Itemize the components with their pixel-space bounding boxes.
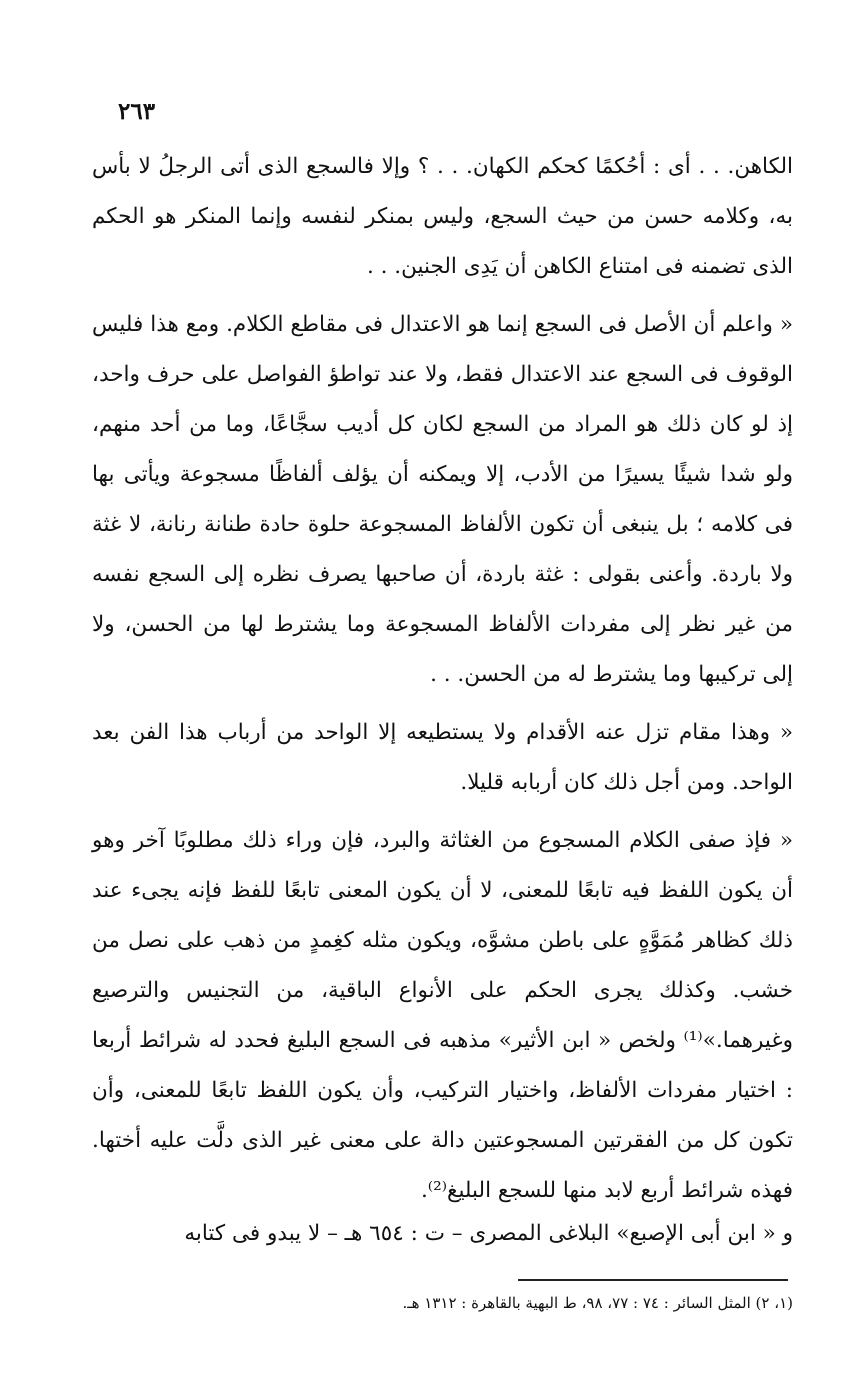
page-number: ٢٦٣ [118,98,156,125]
footnote-rule [518,1279,788,1281]
trailing-line: و « ابن أبى الإصبع» البلاغى المصرى – ت : ٦٥٤ هـ – لا يبدو فى كتابه [184,1221,793,1246]
paragraph-1: الكاهن. . . أى : أحُكمًا كحكم الكهان. . . ؟ وإلا فالسجع الذى أتى الرجلُ لا بأس به، وكلامه حسن من حيث السجع، وليس بمنكر لنفسه وإنما المنكر هو الحكم الذى تضمنه فى امتناع الكاهن أن يَدِى الجنين. . . [92,154,793,279]
body-text [92,142,793,1224]
paragraph-3: « وهذا مقام تزل عنه الأقدام ولا يستطيعه إلا الواحد من أرباب هذا الفن بعد الواحد. ومن أجل ذلك كان أربابه قليلا. [92,720,793,795]
footnote: (١، ٢) المثل السائر : ٧٤ : ٧٧، ٩٨، ط البهية بالقاهرة : ١٣١٢ هـ. [402,1294,793,1312]
paragraph-4: « فإذ صفى الكلام المسجوع من الغثاثة والبرد، فإن وراء ذلك مطلوبًا آخر وهو أن يكون اللفظ فيه تابعًا للمعنى، لا أن يكون المعنى تابعًا للفظ فإنه يجىء عند ذلك كظاهر مُمَوَّهٍ على باطن مشوَّه، ويكون مثله كغِمدٍ من ذهب على نصل من خشب. وكذلك يجرى الحكم على الأنواع الباقية، من التجنيس والترصيع وغيرهما.»⁽¹⁾ ولخص « ابن الأثير» مذهبه فى السجع البليغ فحدد له شرائط أربعا : اختيار مفردات الألفاظ، واختيار التركيب، وأن يكون اللفظ تابعًا للمعنى، وأن تكون كل من الفقرتين المسجوعتين دالة على معنى غير الذى دلَّت عليه أختها. فهذه شرائط أربع لابد منها للسجع البليغ⁽²⁾. [92,828,793,1203]
paragraph-2: « واعلم أن الأصل فى السجع إنما هو الاعتدال فى مقاطع الكلام. ومع هذا فليس الوقوف فى السجع عند الاعتدال فقط، ولا عند تواطؤ الفواصل على حرف واحد، إذ لو كان ذلك هو المراد من السجع لكان كل أديب سجَّاعًا، وما من أحد منهم، ولو شدا شيئًا يسيرًا من الأدب، إلا ويمكنه أن يؤلف ألفاظًا مسجوعة ويأتى بها فى كلامه ؛ بل ينبغى أن تكون الألفاظ المسجوعة حلوة حادة طنانة رنانة، لا غثة ولا باردة. وأعنى بقولى : غثة باردة، أن صاحبها يصرف نظره إلى السجع نفسه من غير نظر إلى مفردات الألفاظ المسجوعة وما يشترط لها من الحسن، ولا إلى تركيبها وما يشترط له من الحسن. . . [92,312,793,687]
